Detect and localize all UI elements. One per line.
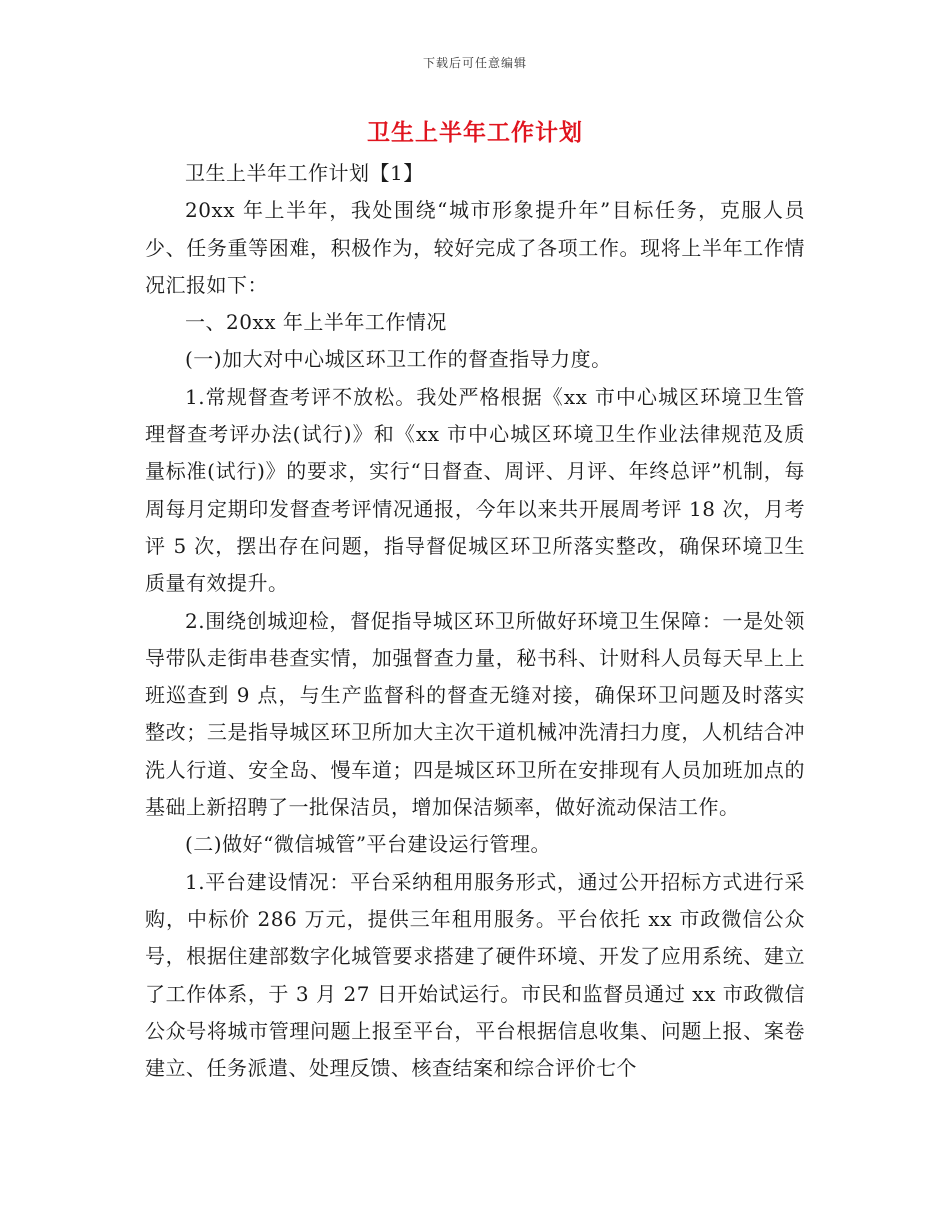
paragraph-subtitle: 卫生上半年工作计划【1】 bbox=[185, 161, 424, 185]
paragraph-item-2: 2.围绕创城迎检，督促指导城区环卫所做好环境卫生保障：一是处领导带队走街串巷查实情，加强督查力量，秘书科、计财科人员每天早上上班巡查到 9 点，与生产监督科的督查无缝对接，确保环卫问题及时落实整改；三是指导城区环卫所加大主次干道机械冲洗清扫力度，人机结合冲洗人行道、安全岛、慢车道；四是城区环卫所在安排现有人员加班加点的基础上新招聘了一批保洁员，增加保洁频率，做好流动保洁工作。 bbox=[145, 608, 805, 820]
section-heading-1: 一、20xx 年上半年工作情况 bbox=[185, 310, 447, 335]
subsection-heading-2: (二)做好“微信城管”平台建设运行管理。 bbox=[185, 832, 552, 857]
paragraph-item-3: 1.平台建设情况：平台采纳租用服务形式，通过公开招标方式进行采购，中标价 286 万元，提供三年租用服务。平台依托 xx 市政微信公众号，根据住建部数字化城管要求搭建了硬件环境、开发了应用系统、建立了工作体系，于 3 月 27 日开始试运行。市民和监督员通过 xx 市政微信公众号将城市管理问题上报至平台，平台根据信息收集、问题上报、案卷建立、任务派遣、处理反馈、核查结案和综合评价七个 bbox=[145, 869, 805, 1081]
document-body bbox=[145, 155, 805, 1087]
document-title: 卫生上半年工作计划 bbox=[367, 119, 583, 146]
header-note: 下载后可任意编辑 bbox=[422, 56, 527, 70]
paragraph-item-1: 1.常规督查考评不放松。我处严格根据《xx 市中心城区环境卫生管理督查考评办法(试行)》和《xx 市中心城区环境卫生作业法律规范及质量标准(试行)》的要求，实行“日督查、周评、月评、年终总评”机制，每周每月定期印发督查考评情况通报，今年以来共开展周考评 18 次，月考评 5 次，摆出存在问题，指导督促城区环卫所落实整改，确保环境卫生质量有效提升。 bbox=[145, 384, 805, 596]
paragraph-intro: 20xx 年上半年，我处围绕“城市形象提升年”目标任务，克服人员少、任务重等困难，积极作为，较好完成了各项工作。现将上半年工作情况汇报如下： bbox=[145, 198, 805, 297]
subsection-heading-1: (一)加大对中心城区环卫工作的督查指导力度。 bbox=[185, 347, 612, 372]
